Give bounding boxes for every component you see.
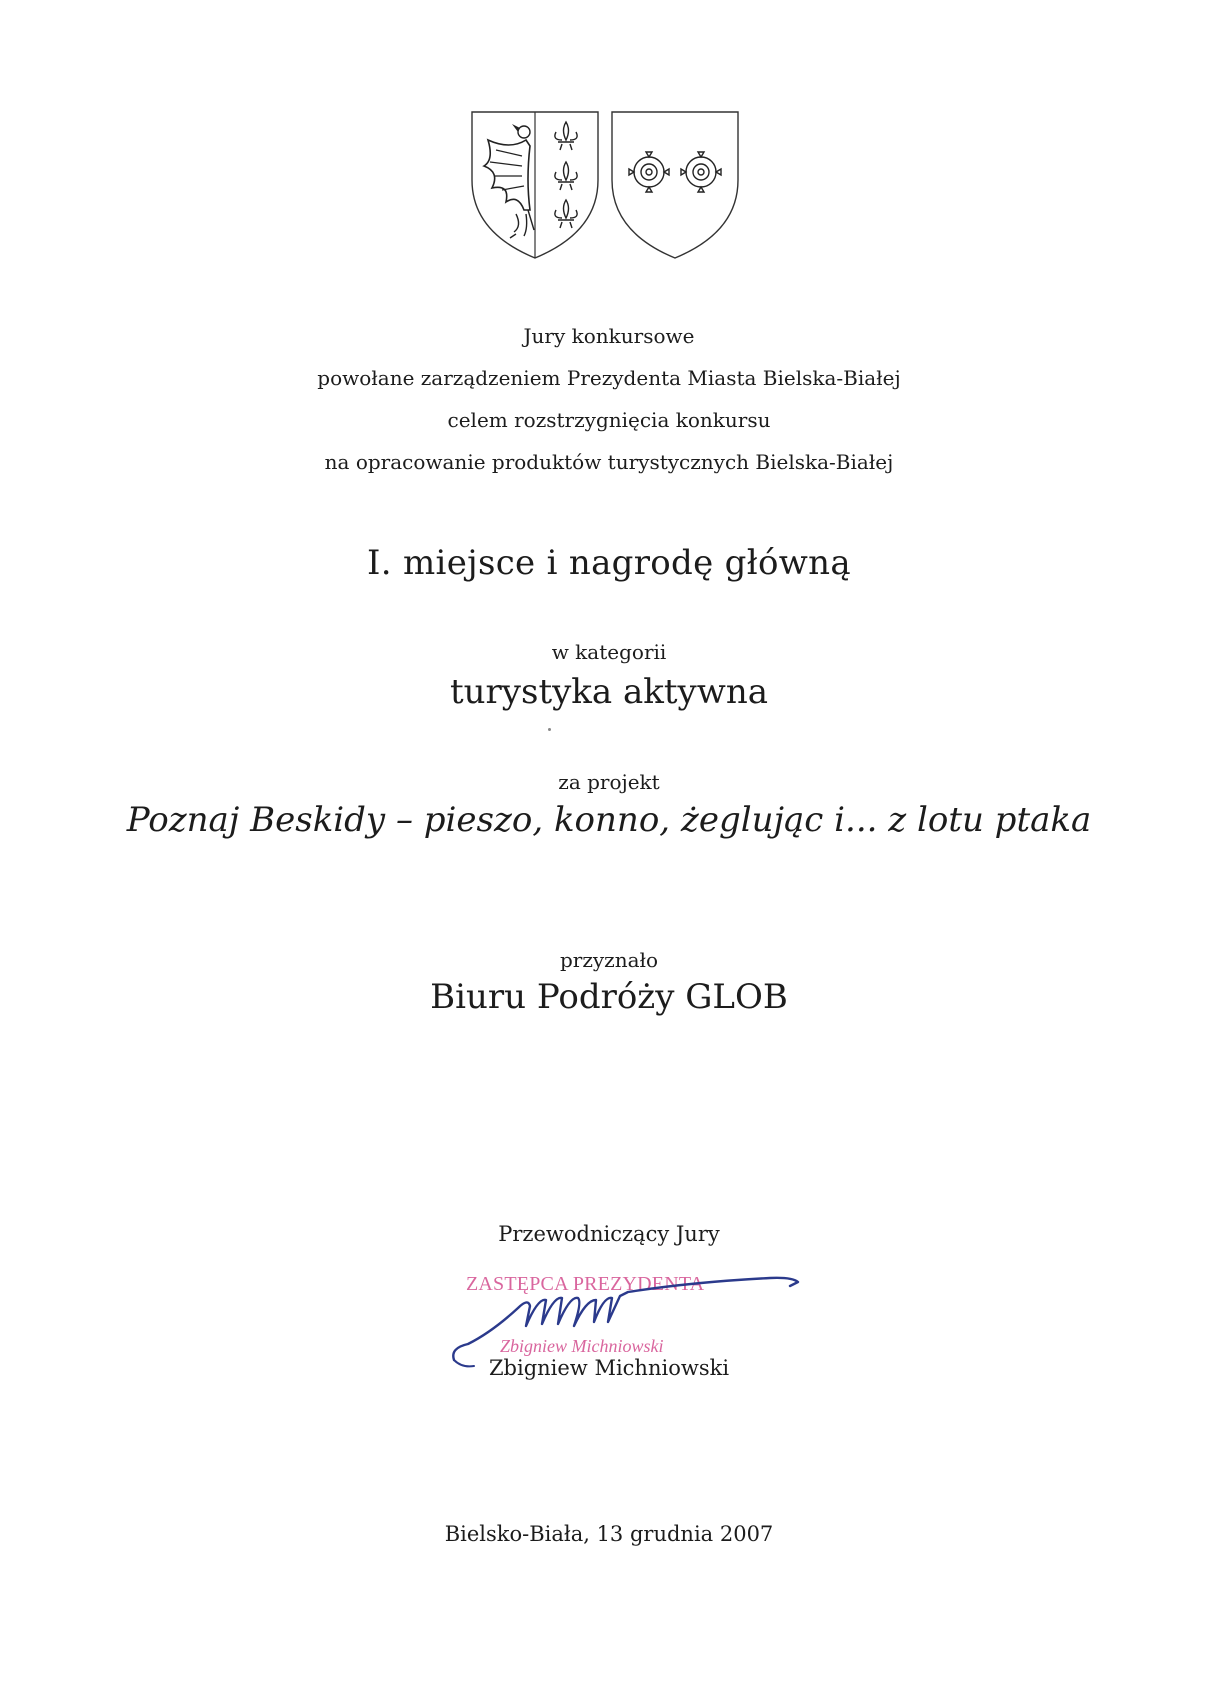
jury-header-line: celem rozstrzygnięcia konkursu (447, 408, 771, 432)
paper-speck (548, 728, 551, 731)
jury-header-line: powołane zarządzeniem Prezydenta Miasta Bielska-Białej (317, 366, 901, 390)
city-crests (466, 110, 746, 260)
project-title: Poznaj Beskidy – pieszo, konno, żeglując i... z lotu ptaka (126, 800, 1092, 840)
two-roses-crest-icon (612, 112, 738, 258)
handwritten-signature (452, 1252, 842, 1382)
jury-header (0, 315, 1218, 483)
category-intro: w kategorii (551, 640, 667, 664)
eagle-and-fleur-de-lis-crest-icon (472, 112, 598, 258)
jury-header-line: na opracowanie produktów turystycznych Bielska-Białej (324, 450, 894, 474)
chair-title: Przewodniczący Jury (498, 1222, 720, 1246)
jury-header-line: Jury konkursowe (523, 324, 695, 348)
stamp-name: Zbigniew Michniowski (500, 1336, 664, 1356)
place-date: Bielsko-Biała, 13 grudnia 2007 (444, 1522, 774, 1546)
award-title: I. miejsce i nagrodę główną (367, 543, 851, 583)
awarded-intro: przyznało (559, 948, 659, 972)
category-name: turystyka aktywna (449, 672, 769, 712)
stamp-title: ZASTĘPCA PREZYDENTA (466, 1273, 705, 1295)
signer-name: Zbigniew Michniowski (488, 1356, 730, 1380)
project-intro: za projekt (558, 770, 660, 794)
recipient: Biuru Podróży GLOB (430, 977, 788, 1017)
